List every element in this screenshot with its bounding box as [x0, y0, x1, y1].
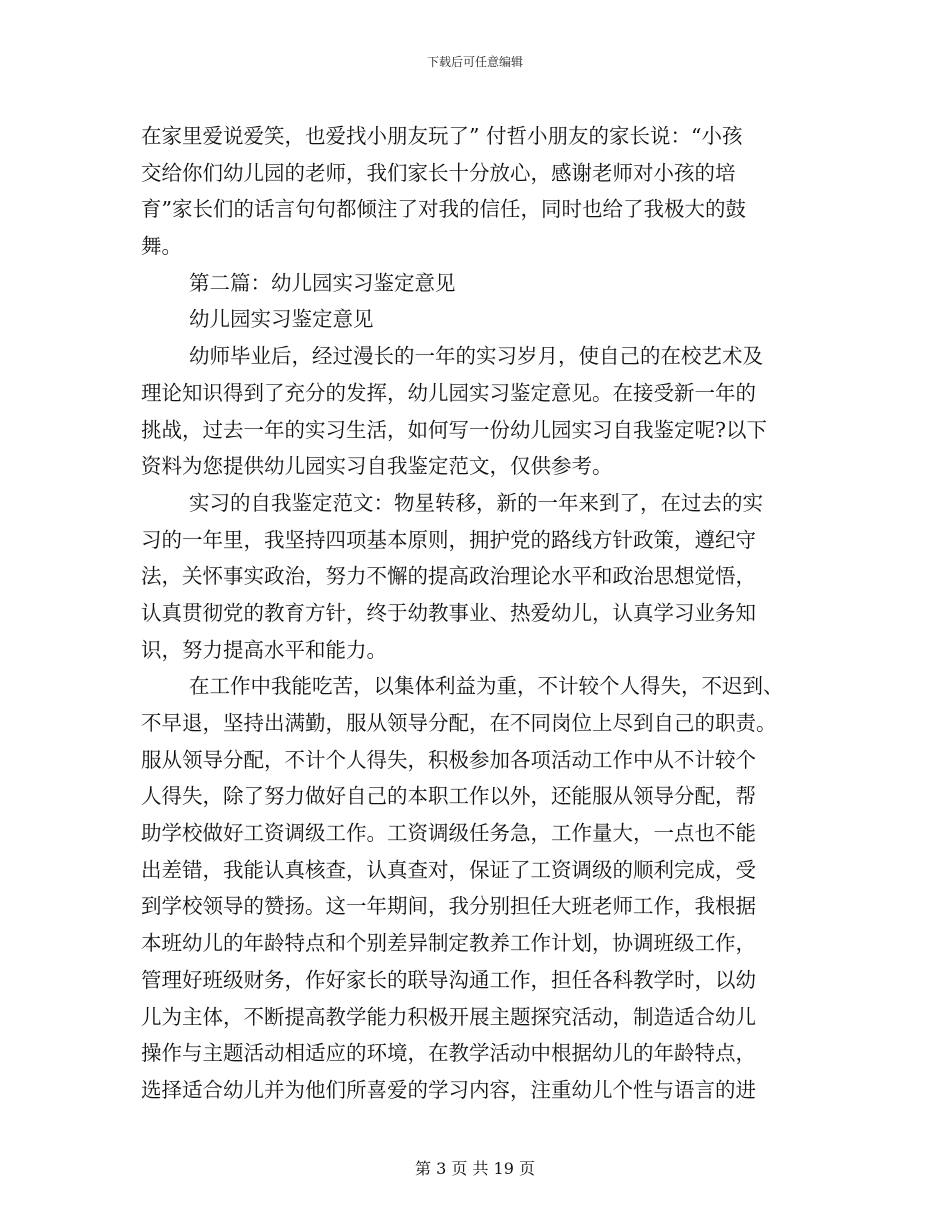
- section-heading: 第二篇：幼儿园实习鉴定意见: [189, 270, 456, 295]
- text-line: 服从领导分配，不计个人得失，积极参加各项活动工作中从不计较个: [141, 747, 756, 772]
- text-line: 幼师毕业后，经过漫长的一年的实习岁月，使自己的在校艺术及: [189, 344, 763, 369]
- text-line: 管理好班级财务，作好家长的联导沟通工作，担任各科教学时，以幼: [141, 967, 756, 992]
- text-line: 理论知识得到了充分的发挥，幼儿园实习鉴定意见。在接受新一年的: [141, 380, 756, 405]
- text-line: 资料为您提供幼儿园实习自我鉴定范文，仅供参考。: [141, 454, 613, 479]
- text-line: 交给你们幼儿园的老师，我们家长十分放心，感谢老师对小孩的培: [141, 160, 736, 185]
- page-header: 下载后可任意编辑: [426, 55, 523, 69]
- text-line: 不早退，坚持出满勤，服从领导分配，在不同岗位上尽到自己的职责。: [141, 711, 777, 735]
- text-line: 操作与主题活动相适应的环境，在教学活动中根据幼儿的年龄特点，: [141, 1041, 756, 1066]
- text-line: 出差错，我能认真核查，认真查对，保证了工资调级的顺利完成，受: [141, 857, 756, 882]
- text-line: 育”家长们的话言句句都倾注了对我的信任，同时也给了我极大的鼓: [141, 197, 746, 222]
- text-line: 舞。: [141, 234, 182, 259]
- text-line: 儿为主体，不断提高教学能力积极开展主题探究活动，制造适合幼儿: [141, 1004, 756, 1029]
- text-line: 到学校领导的赞扬。这一年期间，我分别担任大班老师工作，我根据: [141, 894, 756, 919]
- text-line: 法，关怀事实政治，努力不懈的提高政治理论水平和政治思想觉悟，: [141, 564, 756, 589]
- text-line: 习的一年里，我坚持四项基本原则，拥护党的路线方针政策，遵纪守: [141, 527, 756, 552]
- text-line: 挑战，过去一年的实习生活，如何写一份幼儿园实习自我鉴定呢?以下: [141, 417, 767, 442]
- page-number-footer: 第 3 页 共 19 页: [415, 1159, 535, 1178]
- text-line: 人得失，除了努力做好自己的本职工作以外，还能服从领导分配，帮: [141, 784, 756, 809]
- document-body: [141, 118, 821, 1109]
- text-line: 选择适合幼儿并为他们所喜爱的学习内容，注重幼儿个性与语言的进: [141, 1077, 756, 1102]
- text-line: 识，努力提高水平和能力。: [141, 637, 387, 662]
- text-line: 实习的自我鉴定范文：物星转移，新的一年来到了，在过去的实: [189, 490, 763, 515]
- text-line: 助学校做好工资调级工作。工资调级任务急，工作量大，一点也不能: [141, 821, 756, 846]
- article-title: 幼儿园实习鉴定意见: [189, 307, 374, 332]
- text-line: 认真贯彻党的教育方针，终于幼教事业、热爱幼儿，认真学习业务知: [141, 600, 756, 625]
- text-line: 在工作中我能吃苦，以集体利益为重，不计较个人得失，不迟到、: [189, 674, 784, 699]
- text-line: 本班幼儿的年龄特点和个别差异制定教养工作计划，协调班级工作，: [141, 931, 756, 956]
- text-line: 在家里爱说爱笑，也爱找小朋友玩了” 付哲小朋友的家长说：“小孩: [141, 124, 743, 148]
